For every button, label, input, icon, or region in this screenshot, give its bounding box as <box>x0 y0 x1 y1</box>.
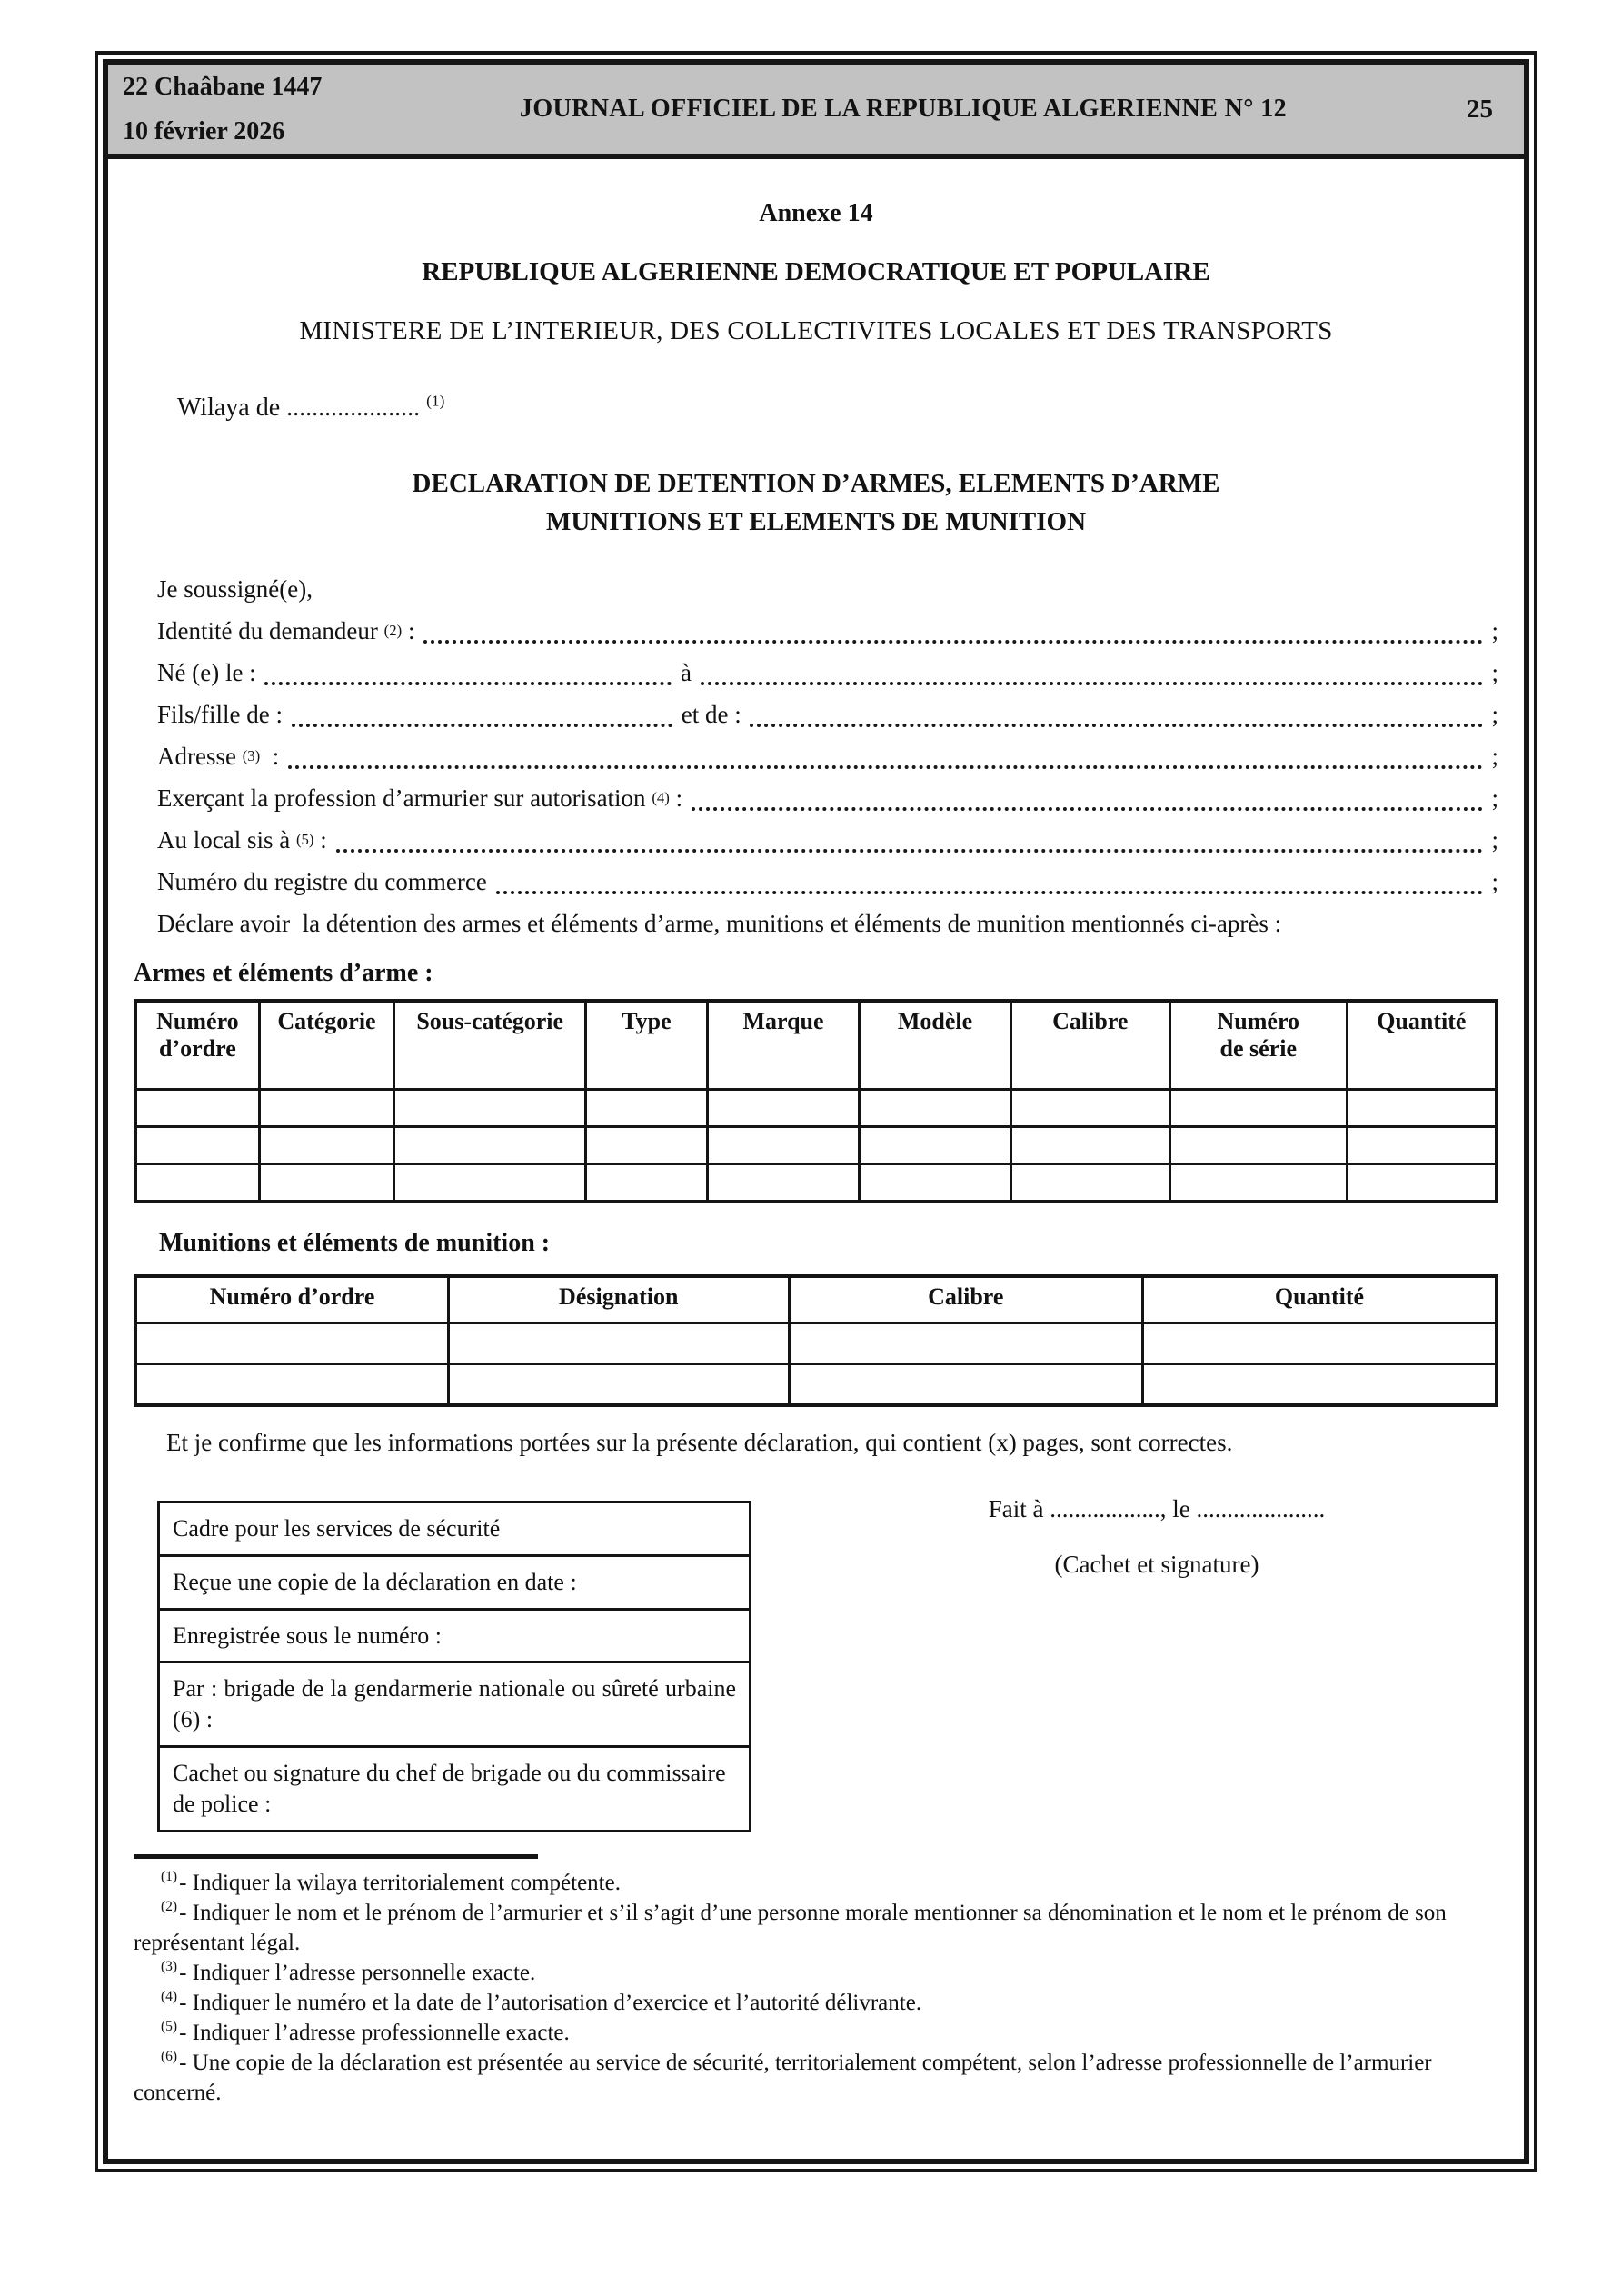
header-row <box>135 1001 1497 1090</box>
footnote-ref: (3) <box>242 747 261 765</box>
empty-cell <box>789 1323 1142 1364</box>
form-label: ; <box>1485 826 1498 854</box>
security-box-row: Par : brigade de la gendarmerie nationale ou sûreté urbaine (6) : <box>160 1661 749 1745</box>
weapons-section-title: Armes et éléments d’arme : <box>134 959 433 988</box>
empty-cell <box>1010 1127 1169 1164</box>
ministry-heading: MINISTERE DE L’INTERIEUR, DES COLLECTIVITES LOCALES ET DES TRANSPORTS <box>299 316 1333 345</box>
column-header: Catégorie <box>259 1001 393 1090</box>
form-line <box>157 735 1498 777</box>
empty-cell <box>135 1364 449 1406</box>
dotted-field <box>423 640 1483 644</box>
empty-cell <box>135 1127 259 1164</box>
footnote-marker: (6) <box>161 2049 178 2065</box>
form-line <box>157 568 1498 610</box>
column-header: Désignation <box>449 1276 790 1323</box>
empty-row <box>135 1127 1497 1164</box>
form-label: Adresse <box>157 743 243 771</box>
empty-cell <box>789 1364 1142 1406</box>
empty-cell <box>1010 1164 1169 1203</box>
empty-cell <box>394 1127 586 1164</box>
form-label: : <box>313 826 333 854</box>
form-line <box>157 861 1498 903</box>
footnote-marker: (5) <box>161 2019 178 2035</box>
form-label: Né (e) le : <box>157 659 263 687</box>
empty-cell <box>1347 1090 1497 1127</box>
dotted-field <box>692 807 1483 811</box>
empty-cell <box>707 1090 860 1127</box>
empty-cell <box>259 1090 393 1127</box>
footnote-ref: (5) <box>295 831 314 849</box>
dotted-field <box>336 849 1483 853</box>
column-header: Calibre <box>1010 1001 1169 1090</box>
weapons-table <box>134 999 1498 1203</box>
empty-cell <box>135 1323 449 1364</box>
empty-cell <box>1010 1090 1169 1127</box>
form-label: Fils/fille de : <box>157 701 289 729</box>
empty-row <box>135 1364 1497 1406</box>
empty-cell <box>1347 1164 1497 1203</box>
security-box-row: Cadre pour les services de sécurité <box>173 1515 501 1542</box>
bottom-row <box>134 1495 1498 1832</box>
footnote-marker: (3) <box>161 1959 178 1975</box>
masthead-date-gregorian: 10 février 2026 <box>123 117 285 145</box>
empty-cell <box>135 1090 259 1127</box>
form-line <box>157 819 1498 861</box>
footnote-separator <box>134 1854 538 1859</box>
form-label: Je soussigné(e), <box>157 575 313 604</box>
empty-cell <box>586 1090 707 1127</box>
form-label: à <box>674 659 698 687</box>
empty-row <box>135 1323 1497 1364</box>
footnote: $^{(1)}$- Indiquer la wilaya territorialement compétente. <box>161 1869 621 1895</box>
footnote: $^{(5)}$- Indiquer l’adresse professionnelle exacte. <box>161 2019 570 2045</box>
document-body <box>108 159 1524 2159</box>
form-line <box>157 652 1498 694</box>
form-label: Déclare avoir la détention des armes et éléments d’arme, munitions et éléments de munition mentionnés ci-après : <box>157 910 1282 938</box>
security-box-row: Enregistrée sous le numéro : <box>160 1608 749 1662</box>
empty-row <box>135 1164 1497 1203</box>
form-label: : <box>402 617 422 645</box>
masthead <box>108 65 1524 159</box>
empty-cell <box>1347 1127 1497 1164</box>
masthead-journal-title: JOURNAL OFFICIEL DE LA REPUBLIQUE ALGERIENNE N° 12 <box>519 95 1288 123</box>
masthead-page-number: 25 <box>1467 94 1493 124</box>
form-label: ; <box>1485 659 1498 687</box>
form-label: : <box>669 784 689 813</box>
munitions-section-title: Munitions et éléments de munition : <box>159 1229 551 1258</box>
footnote-marker: (1) <box>161 1869 178 1885</box>
form-line <box>157 903 1498 944</box>
empty-cell <box>586 1164 707 1203</box>
wilaya-label: Wilaya de <box>177 394 287 422</box>
page-frame-inner <box>103 59 1529 2164</box>
form-label: ; <box>1485 701 1498 729</box>
empty-cell <box>586 1127 707 1164</box>
footnote: $^{(2)}$- Indiquer le nom et le prénom de l’armurier et s’il s’agit d’une personne morale mentionner sa dénomination et le nom et le prénom de son représentant légal. <box>134 1899 1447 1955</box>
empty-cell <box>449 1323 790 1364</box>
masthead-dates <box>108 65 423 154</box>
column-header: Numéro d’ordre <box>135 1276 449 1323</box>
column-header: Quantité <box>1347 1001 1497 1090</box>
footnote-ref: (4) <box>652 789 670 807</box>
footnote-marker: (2) <box>161 1899 178 1915</box>
footnote-marker: (4) <box>161 1989 178 2005</box>
form-label: Numéro du registre du commerce <box>157 868 493 896</box>
masthead-date-hijri: 22 Chaâbane 1447 <box>123 73 323 101</box>
empty-cell <box>449 1364 790 1406</box>
republic-heading: REPUBLIQUE ALGERIENNE DEMOCRATIQUE ET POPULAIRE <box>422 257 1210 286</box>
security-box-row: Cachet ou signature du chef de brigade ou du commissaire de police : <box>160 1745 749 1830</box>
cachet-signature-line: (Cachet et signature) <box>1054 1551 1259 1579</box>
wilaya-dotted-field: ..................... <box>286 394 421 422</box>
empty-cell <box>135 1164 259 1203</box>
form-label: ; <box>1485 868 1498 896</box>
declaration-title-line2: MUNITIONS ET ELEMENTS DE MUNITION <box>545 507 1087 537</box>
empty-cell <box>1143 1323 1498 1364</box>
column-header: Marque <box>707 1001 860 1090</box>
header-row <box>135 1276 1497 1323</box>
footnote-ref: (1) <box>426 392 445 410</box>
empty-row <box>135 1090 1497 1127</box>
empty-cell <box>707 1127 860 1164</box>
declaration-title <box>134 464 1498 541</box>
empty-cell <box>860 1164 1010 1203</box>
empty-cell <box>259 1164 393 1203</box>
empty-cell <box>860 1090 1010 1127</box>
empty-cell <box>1169 1090 1347 1127</box>
empty-cell <box>860 1127 1010 1164</box>
declaration-title-line1: DECLARATION DE DETENTION D’ARMES, ELEMENTS D’ARME <box>412 469 1220 498</box>
munitions-table <box>134 1274 1498 1407</box>
footnotes <box>134 1868 1498 2108</box>
form-label: Identité du demandeur <box>157 617 384 645</box>
column-header: Numéro d’ordre <box>135 1001 259 1090</box>
confirmation-line: Et je confirme que les informations portées sur la présente déclaration, qui contient (x) pages, sont correctes. <box>166 1429 1233 1457</box>
form-label: Exerçant la profession d’armurier sur autorisation <box>157 784 652 813</box>
empty-cell <box>1169 1164 1347 1203</box>
empty-cell <box>394 1164 586 1203</box>
form-line <box>157 610 1498 652</box>
form-label: ; <box>1485 617 1498 645</box>
footnote: $^{(4)}$- Indiquer le numéro et la date de l’autorisation d’exercice et l’autorité délivrante. <box>161 1989 922 2015</box>
signature-area <box>751 1495 1498 1579</box>
page-frame <box>95 51 1537 2172</box>
column-header: Calibre <box>789 1276 1142 1323</box>
footnote-ref: (2) <box>383 622 403 640</box>
dotted-field <box>496 891 1483 894</box>
column-header: Sous-catégorie <box>394 1001 586 1090</box>
empty-cell <box>1143 1364 1498 1406</box>
form-line <box>157 777 1498 819</box>
footnote: $^{(3)}$- Indiquer l’adresse personnelle exacte. <box>161 1959 536 1985</box>
form-label: ; <box>1485 784 1498 813</box>
empty-cell <box>707 1164 860 1203</box>
form-label: Au local sis à <box>157 826 296 854</box>
security-box-row: Reçue une copie de la déclaration en date : <box>160 1554 749 1608</box>
dotted-field <box>750 724 1482 727</box>
empty-cell <box>1169 1127 1347 1164</box>
fait-a-line: Fait à .................., le ..................... <box>988 1495 1326 1523</box>
column-header: Numéro de série <box>1169 1001 1347 1090</box>
dotted-field <box>701 682 1483 685</box>
security-services-box <box>157 1501 751 1832</box>
column-header: Quantité <box>1143 1276 1498 1323</box>
footnote: $^{(6)}$- Une copie de la déclaration est présentée au service de sécurité, territorialement compétent, selon l’adresse professionnelle de l’armurier concerné. <box>134 2049 1432 2105</box>
column-header: Modèle <box>860 1001 1010 1090</box>
form-label: et de : <box>675 701 748 729</box>
form-label: ; <box>1485 743 1498 771</box>
annexe-heading: Annexe 14 <box>759 199 873 227</box>
form-label: : <box>260 743 286 771</box>
dotted-field <box>264 682 672 685</box>
dotted-field <box>288 765 1483 769</box>
form-lines <box>157 568 1498 944</box>
column-header: Type <box>586 1001 707 1090</box>
dotted-field <box>292 724 672 727</box>
wilaya-line <box>177 394 1498 423</box>
empty-cell <box>394 1090 586 1127</box>
form-line <box>157 694 1498 735</box>
empty-cell <box>259 1127 393 1164</box>
